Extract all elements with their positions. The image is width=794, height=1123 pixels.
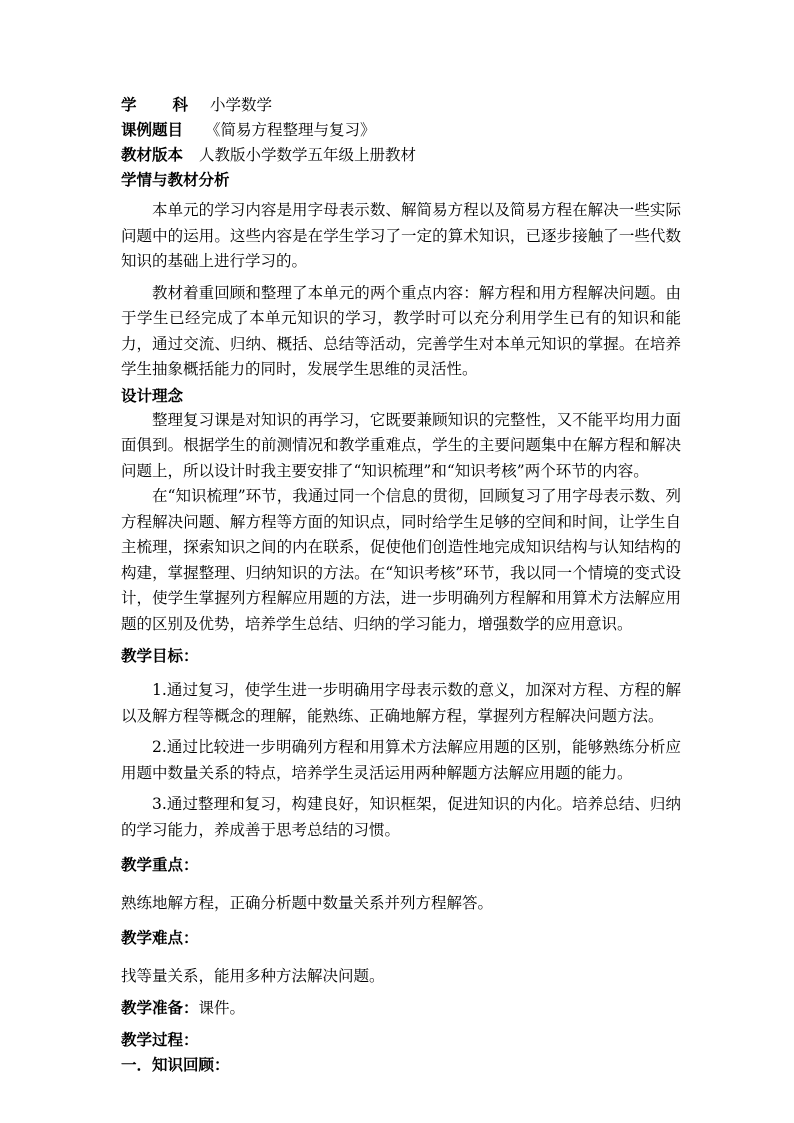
edition-label: 教材版本 — [121, 145, 184, 164]
goals-heading: 教学目标： — [121, 646, 199, 665]
difficulty-heading: 教学难点： — [121, 928, 199, 947]
topic-value: 《简易方程整理与复习》 — [205, 121, 376, 139]
design-heading: 设计理念 — [121, 385, 184, 405]
topic-label: 课例题目 — [121, 120, 184, 139]
key-points-text: 熟练地解方程，正确分析题中数量关系并列方程解答。 — [121, 894, 494, 912]
edition-row — [121, 142, 681, 167]
topic-row — [121, 117, 681, 142]
difficulty-text: 找等量关系，能用多种方法解决问题。 — [121, 967, 385, 985]
analysis-heading: 学情与教材分析 — [121, 170, 230, 189]
design-paragraph-2: 在“知识梳理”环节，我通过同一个信息的贯彻，回顾复习了用字母表示数、列方程解决问题、解方程等方面的知识点，同时给学生足够的空间和时间，让学生自主梳理，探索知识之间的内在联系，促使他们创造性地完成知识结构与认知结构的构建，掌握整理、归纳知识的方法。在“知识考核”环节，我以同一个情境的变式设计，使学生掌握列方程解应用题的方法，进一步明确列方程解和用算术方法解应用题的区别及优势，培养学生总结、归纳的学习能力，增强数学的应用意识。 — [121, 487, 681, 633]
preparation-value: 课件。 — [198, 999, 246, 1017]
analysis-paragraph-1: 本单元的学习内容是用字母表示数、解简易方程以及简易方程在解决一些实际问题中的运用。这些内容是在学生学习了一定的算术知识，已逐步接触了一些代数知识的基础上进行学习的。 — [121, 201, 681, 270]
process-heading: 教学过程： — [121, 1030, 199, 1049]
preparation-label: 教学准备： — [121, 998, 199, 1017]
document-page — [121, 92, 681, 1077]
edition-value: 人教版小学数学五年级上册教材 — [199, 146, 417, 164]
goal-item-1: 1.通过复习，使学生进一步明确用字母表示数的意义，加深对方程、方程的解以及解方程等概念的理解，能熟练、正确地解方程，掌握列方程解决问题方法。 — [121, 681, 681, 725]
subject-value: 小学数学 — [210, 96, 273, 114]
design-paragraph-1: 整理复习课是对知识的再学习，它既要兼顾知识的完整性，又不能平均用力面面俱到。根据学生的前测情况和教学重难点，学生的主要问题集中在解方程和解决问题上，所以设计时我主要安排了“知识梳理”和“知识考核”两个环节的内容。 — [121, 410, 681, 480]
subject-label: 学 科 — [121, 95, 189, 114]
goal-item-3: 3.通过整理和复习，构建良好，知识框架，促进知识的内化。培养总结、归纳的学习能力，养成善于思考总结的习惯。 — [121, 795, 681, 839]
analysis-paragraph-2: 教材着重回顾和整理了本单元的两个重点内容：解方程和用方程解决问题。由于学生已经完成了本单元知识的学习，教学时可以充分利用学生已有的知识和能力，通过交流、归纳、概括、总结等活动，完善学生对本单元知识的掌握。在培养学生抽象概括能力的同时，发展学生思维的灵活性。 — [121, 283, 681, 378]
preparation-row — [121, 995, 681, 1021]
key-points-heading: 教学重点： — [121, 855, 199, 874]
subject-row — [121, 92, 681, 117]
review-heading: 一．知识回顾： — [121, 1055, 230, 1074]
goal-item-2: 2.通过比较进一步明确列方程和用算术方法解应用题的区别，能够熟练分析应用题中数量关系的特点，培养学生灵活运用两种解题方法解应用题的能力。 — [121, 738, 681, 782]
